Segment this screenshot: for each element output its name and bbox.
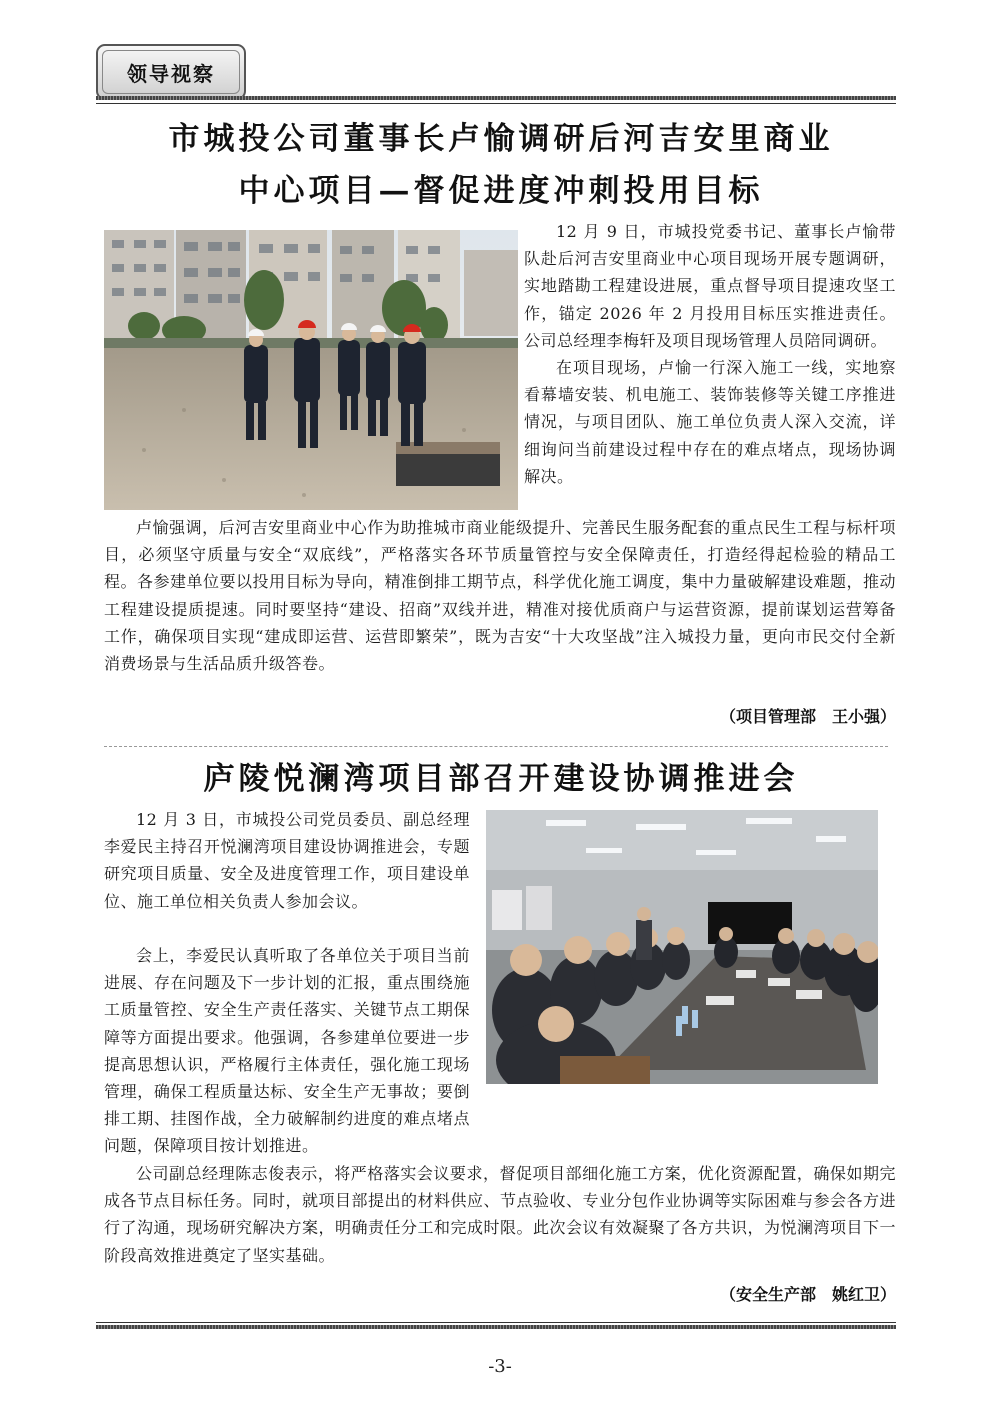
site-inspection-photo: [104, 230, 518, 510]
article2-paragraph-3: 公司副总经理陈志俊表示，将严格落实会议要求，督促项目部细化施工方案，优化资源配置，确保如期完成各节点目标任务。同时，就项目部提出的材料供应、节点验收、专业分包作业协调等实际困难与参会各方进行了沟通，现场研究解决方案，明确责任分工和完成时限。此次会议有效凝聚了各方共识，为悦澜湾项目下一阶段高效推进奠定了坚实基础。: [104, 1164, 897, 1265]
article2-title: 庐陵悦澜湾项目部召开建设协调推进会: [203, 761, 799, 797]
article1-paragraph-2: 在项目现场，卢愉一行深入施工一线，实地察看幕墙安装、机电施工、装饰装修等关键工序推进情况，与项目团队、施工单位负责人深入交流，详细询问当前建设过程中存在的难点堵点，现场协调解决。: [524, 358, 896, 486]
page-number: -3-: [488, 1356, 512, 1377]
header-rule-thick: [96, 96, 896, 100]
article1-title-line1: 市城投公司董事长卢愉调研后河吉安里商业: [168, 121, 834, 157]
footer-rule-thin: [96, 1322, 896, 1323]
article1-paragraph-1: 12 月 9 日，市城投党委书记、董事长卢愉带队赴后河吉安里商业中心项目现场开展专题调研，实地踏勘工程建设进展，重点督导项目提速攻坚工作，锚定 2026 年 2 月投用目标压实推进责任。公司总经理李梅轩及项目现场管理人员陪同调研。: [524, 222, 896, 350]
footer-rule-thick: [96, 1325, 896, 1329]
article1-photo: [104, 230, 518, 510]
article1-title-line2: 中心项目—督促进度冲刺投用目标: [238, 173, 764, 209]
article2-p3-container: [104, 1160, 896, 1269]
article-divider: [104, 746, 888, 747]
article2-paragraph-2: [104, 942, 896, 1160]
section-tab: [96, 44, 246, 100]
article1-p1-container: [524, 218, 896, 490]
article2-byline: （安全生产部 姚红卫）: [719, 1285, 896, 1304]
article2-paragraph-2-text: 会上，李爱民认真听取了各单位关于项目当前进展、存在问题及下一步计划的汇报，重点围绕施工质量管控、安全生产责任落实、关键节点工期保障等方面提出要求。他强调，各参建单位要进一步提高思想认识，严格履行主体责任，强化施工现场管理，确保工程质量达标、安全生产无事故；要倒排工期、挂图作战，全力破解制约进度的难点堵点问题，保障项目按计划推进。: [104, 946, 470, 1156]
article2-paragraph-1: 12 月 3 日，市城投公司党员委员、副总经理李爱民主持召开悦澜湾项目建设协调推进会，专题研究项目质量、安全及进度管理工作，项目建设单位、施工单位相关负责人参加会议。: [104, 810, 470, 911]
article2-p1-container: [104, 806, 470, 915]
article2-p2-container: [104, 942, 470, 1160]
article1-p3-container: [104, 514, 896, 677]
article1-byline: （项目管理部 王小强）: [719, 707, 896, 726]
section-tab-label: 领导视察: [102, 50, 240, 94]
article1-paragraph-3: 卢愉强调，后河吉安里商业中心作为助推城市商业能级提升、完善民生服务配套的重点民生工程与标杆项目，必须坚守质量与安全“双底线”，严格落实各环节质量管控与安全保障责任，打造经得起检验的精品工程。各参建单位要以投用目标为导向，精准倒排工期节点，科学优化施工调度，集中力量破解建设难题，推动工程建设提质提速。同时要坚持“建设、招商”双线并进，精准对接优质商户与运营资源，提前谋划运营筹备工作，确保项目实现“建成即运营、运营即繁荣”，既为吉安“十大攻坚战”注入城投力量，更向市民交付全新消费场景与生活品质升级答卷。: [104, 518, 897, 674]
header-rule-thin: [96, 103, 896, 104]
